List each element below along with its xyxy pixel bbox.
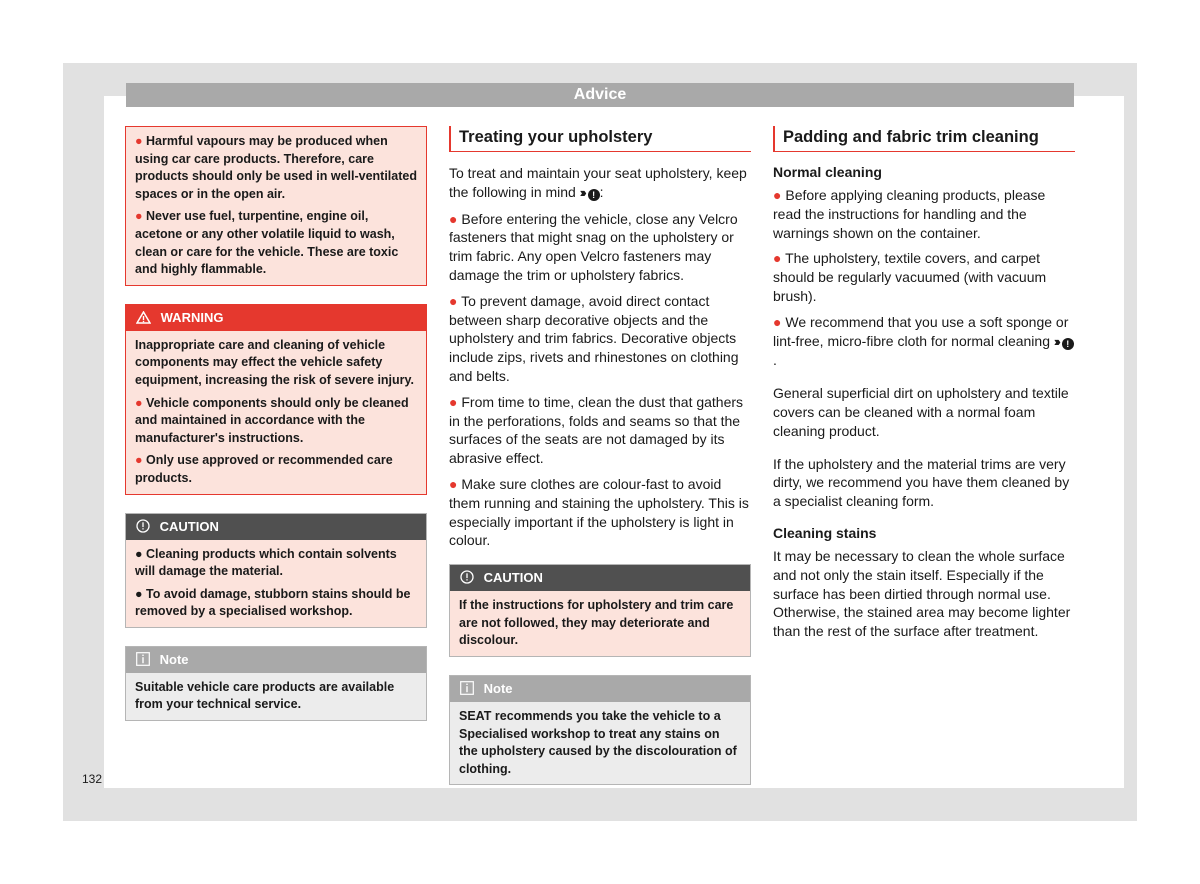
list-item: ● To prevent damage, avoid direct contact between sharp decorative objects and the upholstery and trim fabrics. Decorative objects include zips, rivets and rhinestones on clothing and belts. bbox=[449, 292, 739, 384]
caution-box bbox=[125, 513, 427, 628]
caution-header bbox=[126, 514, 426, 540]
paragraph: General superficial dirt on upholstery and textile covers can be cleaned with a normal foam cleaning product. bbox=[773, 385, 1069, 439]
list-item: Inappropriate care and cleaning of vehicle components may effect the vehicle safety equipment, increasing the risk of severe injury. bbox=[135, 337, 415, 387]
subheading-cleaning-stains: Cleaning stains bbox=[773, 524, 877, 541]
caution-box bbox=[449, 564, 751, 657]
list-item: ● Cleaning products which contain solvents will damage the material. bbox=[135, 546, 397, 579]
section-title: Treating your upholstery bbox=[449, 126, 751, 152]
list-item: ● Only use approved or recommended care products. bbox=[135, 453, 393, 485]
warning-triangle-icon bbox=[136, 311, 151, 324]
caution-header bbox=[450, 565, 750, 591]
list-item: ● We recommend that you use a soft sponge or lint-free, micro-fibre cloth for normal cleaning ››› !. bbox=[773, 313, 1075, 370]
chevron-right-icon: ››› bbox=[1053, 333, 1058, 349]
chevron-right-icon: ››› bbox=[579, 184, 584, 200]
page-number: 132 bbox=[82, 772, 103, 786]
caution-circle-icon bbox=[136, 519, 150, 533]
caution-circle-icon bbox=[460, 570, 474, 584]
note-text: Suitable vehicle care products are available from your technical service. bbox=[135, 679, 395, 712]
section-header: Advice bbox=[126, 83, 1074, 107]
list-item: ● The upholstery, textile covers, and carpet should be regularly vacuumed (with vacuum brush). bbox=[773, 250, 1047, 304]
info-icon bbox=[460, 681, 474, 695]
list-item: ● Before entering the vehicle, close any Velcro fasteners that might snag on the upholstery or trim fabric. Any open Velcro fasteners may damage the trim or upholstery fabrics. bbox=[449, 210, 738, 283]
list-item: ● Vehicle components should only be cleaned and maintained in accordance with the manufacturer's instructions. bbox=[135, 395, 409, 445]
note-box bbox=[125, 646, 427, 721]
caution-text: If the instructions for upholstery and trim care are not followed, they may deteriorate and discolour. bbox=[459, 598, 734, 648]
alert-circle-icon: ! bbox=[1062, 338, 1074, 350]
list-item: ● To avoid damage, stubborn stains should be removed by a specialised workshop. bbox=[135, 586, 411, 619]
right-column bbox=[773, 126, 1075, 648]
intro-text: To treat and maintain your seat upholstery, keep the following in mind ››› ! : bbox=[449, 165, 747, 200]
section-title: Padding and fabric trim cleaning bbox=[773, 126, 1075, 152]
middle-column bbox=[449, 126, 751, 803]
warning-header bbox=[126, 305, 426, 331]
paragraph: It may be necessary to clean the whole surface and not only the stain itself. Especially if the surface has been dirtied through normal use. Otherwise, the stained area may become lighter than the rest of the surface after treatment. bbox=[773, 547, 1071, 640]
caution-label: CAUTION bbox=[159, 518, 219, 534]
warning-box bbox=[125, 304, 427, 495]
paragraph: If the upholstery and the material trims are very dirty, we recommend you have them cleaned by a specialist cleaning form. bbox=[773, 455, 1070, 510]
info-icon bbox=[136, 652, 150, 666]
note-header bbox=[126, 647, 426, 673]
list-item: ● Make sure clothes are colour-fast to avoid them running and staining the upholstery. This is especially important if the upholstery is light in colour. bbox=[449, 475, 749, 549]
note-text: SEAT recommends you take the vehicle to a Specialised workshop to treat any stains on the upholstery caused by the discolouration of clothing. bbox=[459, 708, 737, 776]
alert-circle-icon: ! bbox=[588, 189, 600, 201]
note-header bbox=[450, 676, 750, 702]
subheading-normal-cleaning: Normal cleaning bbox=[773, 164, 882, 180]
list-item: ● Harmful vapours may be produced when using car care products. Therefore, care products should only be used in well-ventilated spaces or in the open air. bbox=[135, 134, 417, 201]
note-label: Note bbox=[159, 651, 189, 667]
note-label: Note bbox=[483, 680, 513, 696]
warning-label: WARNING bbox=[160, 309, 224, 325]
list-item: ● Before applying cleaning products, please read the instructions for handling and the warnings shown on the container. bbox=[773, 187, 1046, 241]
left-column bbox=[125, 126, 427, 739]
list-item: ● Never use fuel, turpentine, engine oil, acetone or any other volatile liquid to wash, clean or care for the vehicle. These are toxic and highly flammable. bbox=[135, 209, 399, 277]
caution-label: CAUTION bbox=[483, 570, 543, 586]
intro-warning-box bbox=[125, 126, 427, 286]
note-box bbox=[449, 675, 751, 785]
list-item: ● From time to time, clean the dust that gathers in the perforations, folds and seams so that the surfaces of the seats are not damaged by its abrasive effect. bbox=[449, 393, 744, 467]
